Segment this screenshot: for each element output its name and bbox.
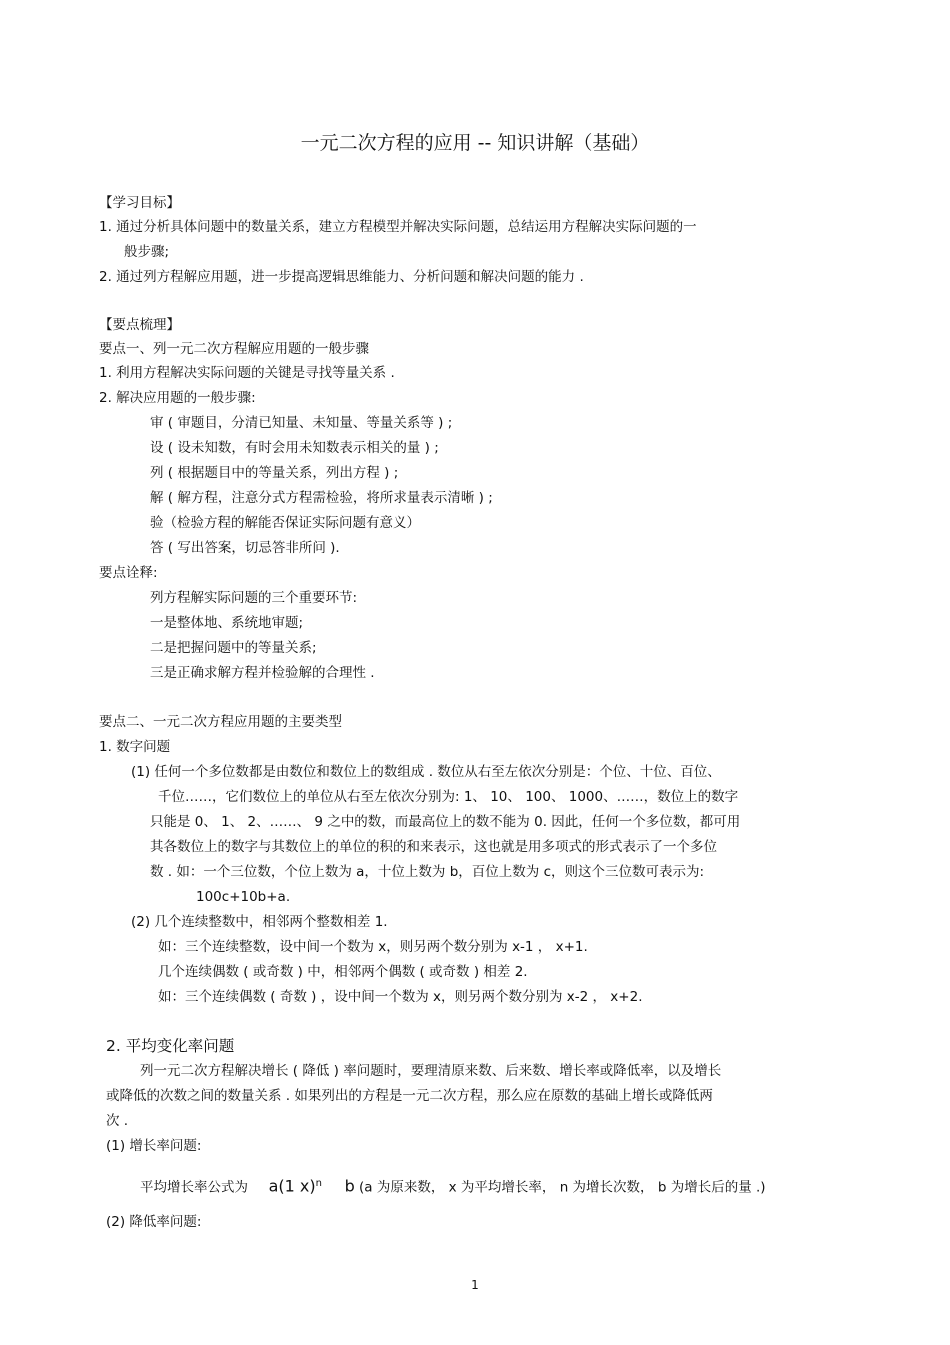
type2-para-line: 或降低的次数之间的数量关系 . 如果列出的方程是一元二次方程，那么应在原数的基础上增长或降低两 (106, 1088, 713, 1104)
explain-line: 一是整体地、系统地审题; (150, 615, 304, 631)
formula-exponent: n (315, 1178, 322, 1189)
type1-para2-line: 如：三个连续整数，设中间一个数为 x，则另两个数分别为 x-1 ， x+1. (158, 939, 588, 955)
point1-title: 要点一、列一元二次方程解应用题的一般步骤 (99, 341, 369, 357)
growth-rate-heading: (1) 增长率问题: (106, 1138, 202, 1154)
formula-tail: (a 为原来数， x 为平均增长率， n 为增长次数， b 为增长后的量 .) (359, 1179, 766, 1196)
goal-item-1: 1. 通过分析具体问题中的数量关系，建立方程模型并解决实际问题，总结运用方程解决实际问题的一 (99, 219, 697, 235)
formula-a: a (268, 1176, 279, 1196)
page-number: 1 (471, 1278, 479, 1292)
type1-para1-line: (1) 任何一个多位数都是由数位和数位上的数组成 . 数位从右至左依次分别是：个位、十位、百位、 (131, 764, 721, 780)
type2-para-line: 次 . (106, 1113, 129, 1129)
type1-title: 1. 数字问题 (99, 739, 171, 755)
step-line: 答 ( 写出答案，切忌答非所问 ). (150, 540, 340, 556)
step-line: 验（检验方程的解能否保证实际问题有意义） (150, 515, 420, 531)
formula-paren: (1 x) (278, 1176, 316, 1196)
point1-item-1: 1. 利用方程解决实际问题的关键是寻找等量关系 . (99, 365, 395, 381)
decline-rate-heading: (2) 降低率问题: (106, 1214, 202, 1230)
summary-heading: 【要点梳理】 (99, 317, 180, 333)
explain-line: 二是把握问题中的等量关系; (150, 640, 317, 656)
step-line: 列 ( 根据题目中的等量关系，列出方程 ) ; (150, 465, 399, 481)
type1-para2-line: 几个连续偶数 ( 或奇数 ) 中，相邻两个偶数 ( 或奇数 ) 相差 2. (158, 964, 528, 980)
type1-para1-line: 数 . 如：一个三位数，个位上数为 a，十位上数为 b，百位上数为 c，则这个三位数可表示为: (150, 864, 705, 880)
goal-item-1-cont: 般步骤; (124, 244, 170, 260)
type1-para1-line: 千位……，它们数位上的单位从右至左依次分别为: 1、 10、 100、 1000、……，数位上的数字 (158, 789, 739, 805)
goals-heading: 【学习目标】 (99, 195, 180, 211)
growth-rate-formula (140, 1172, 766, 1200)
type1-para1-line: 100c+10b+a. (196, 889, 291, 905)
step-line: 设 ( 设未知数，有时会用未知数表示相关的量 ) ; (150, 440, 439, 456)
type2-para-line: 列一元二次方程解决增长 ( 降低 ) 率问题时，要理清原来数、后来数、增长率或降低率，以及增长 (140, 1063, 722, 1079)
explain-title: 要点诠释: (99, 565, 158, 581)
step-line: 解 ( 解方程，注意分式方程需检验，将所求量表示清晰 ) ; (150, 490, 493, 506)
goal-item-2: 2. 通过列方程解应用题，进一步提高逻辑思维能力、分析问题和解决问题的能力 . (99, 269, 584, 285)
type1-para2-line: (2) 几个连续整数中，相邻两个整数相差 1. (131, 914, 388, 930)
type1-para1-line: 只能是 0、 1、 2、……、 9 之中的数，而最高位上的数不能为 0. 因此，任何一个多位数，都可用 (150, 814, 741, 830)
page-title: 一元二次方程的应用 -- 知识讲解（基础） (300, 132, 650, 154)
point1-item-2: 2. 解决应用题的一般步骤: (99, 390, 256, 406)
explain-line: 列方程解实际问题的三个重要环节: (150, 590, 358, 606)
formula-b: b (344, 1176, 355, 1196)
formula-lead: 平均增长率公式为 (140, 1179, 248, 1196)
type1-para2-line: 如：三个连续偶数 ( 奇数 ) ，设中间一个数为 x，则另两个数分别为 x-2 ， x+2. (158, 989, 643, 1005)
type1-para1-line: 其各数位上的数字与其数位上的单位的积的和来表示，这也就是用多项式的形式表示了一个多位 (150, 839, 717, 855)
explain-line: 三是正确求解方程并检验解的合理性 . (150, 665, 375, 681)
type2-title: 2. 平均变化率问题 (106, 1037, 235, 1055)
point2-title: 要点二、一元二次方程应用题的主要类型 (99, 714, 342, 730)
step-line: 审 ( 审题目，分清已知量、未知量、等量关系等 ) ; (150, 415, 453, 431)
